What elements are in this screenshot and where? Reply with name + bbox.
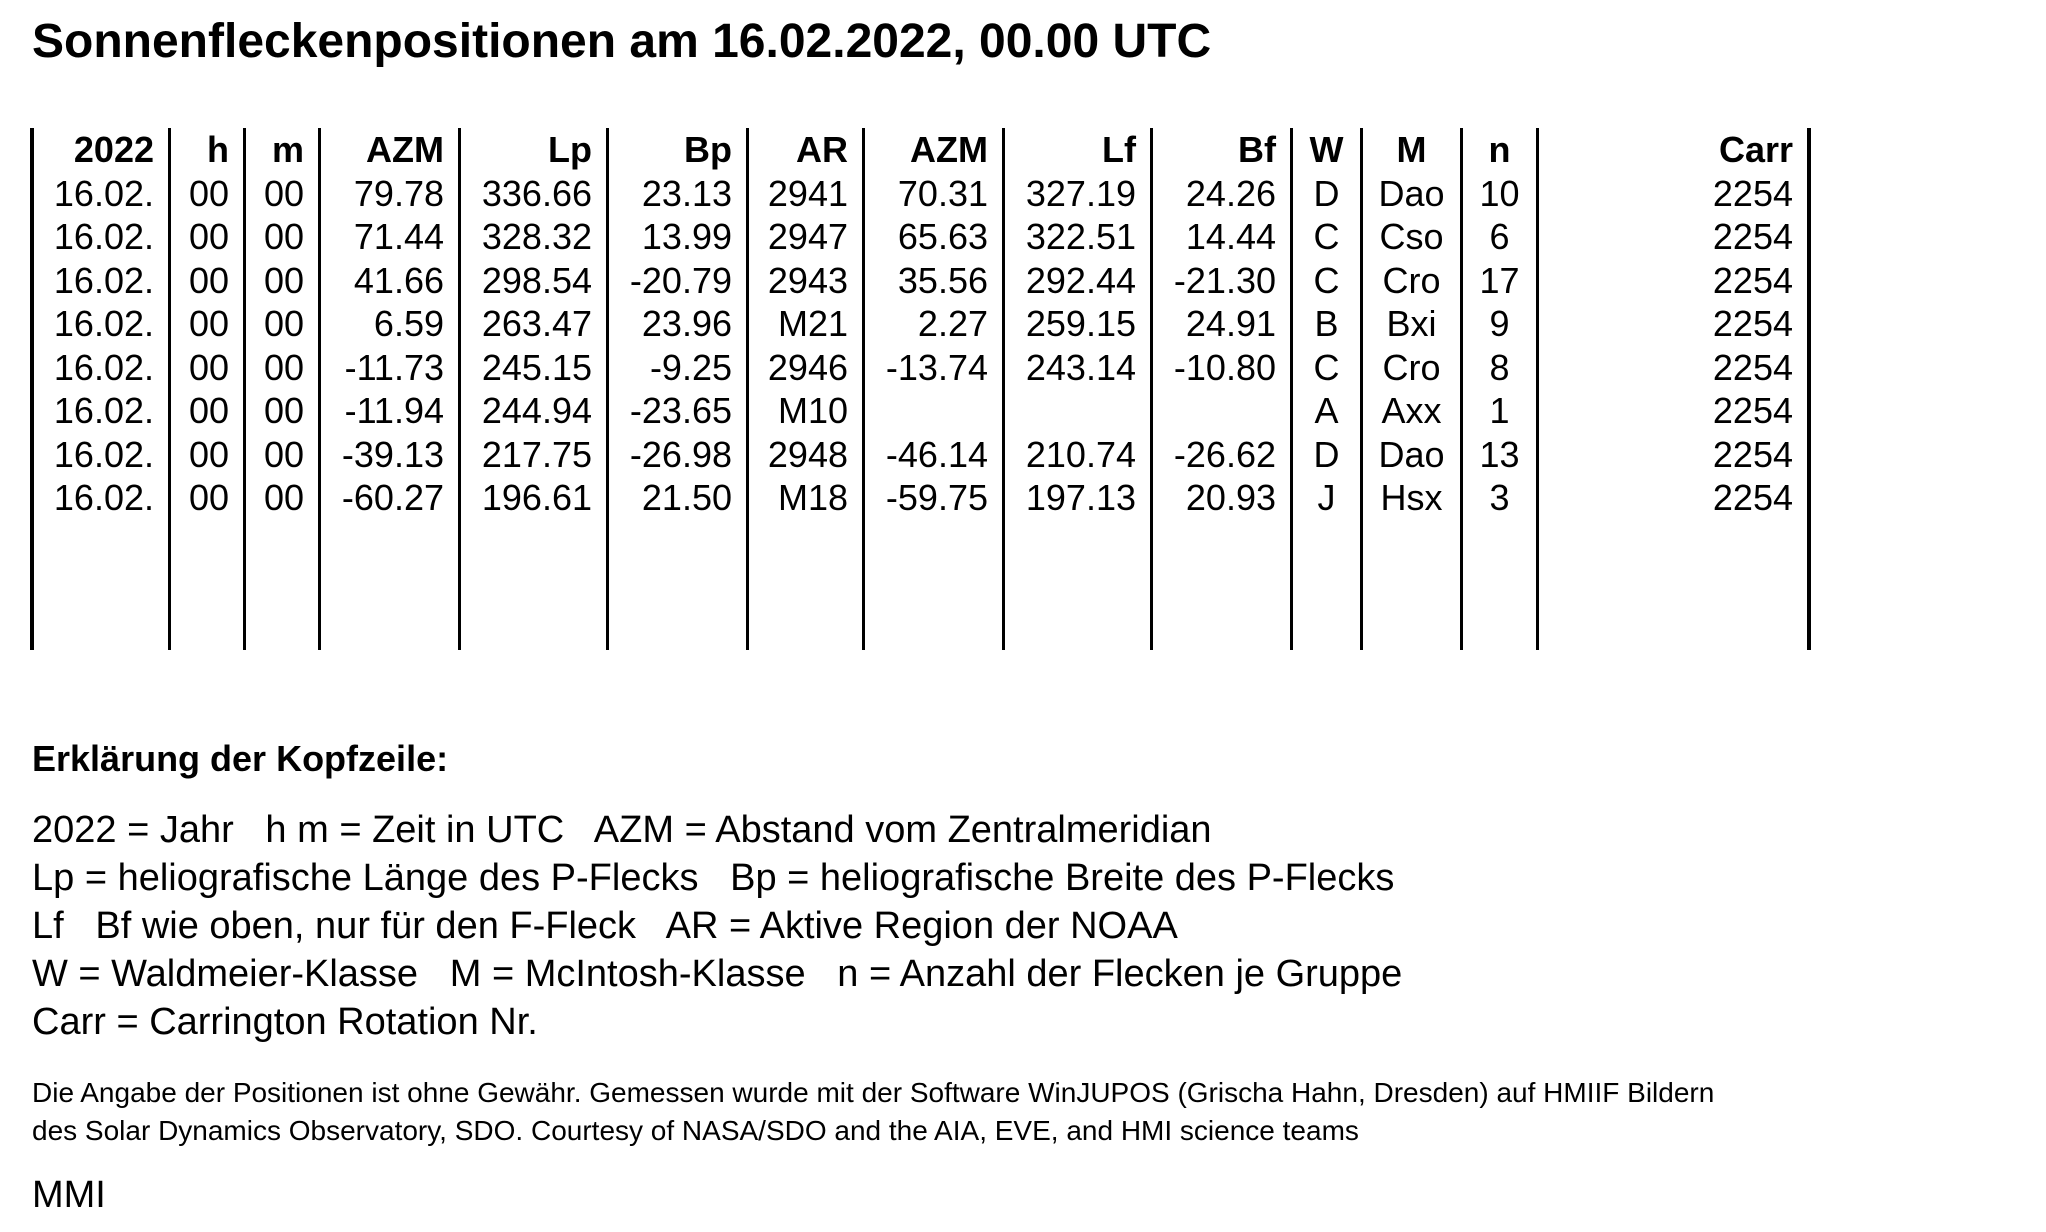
table-cell: M10	[777, 390, 848, 431]
table-cell: 298.54	[481, 259, 592, 301]
table-column-azm-p	[318, 128, 458, 650]
table-cell: -13.74	[885, 346, 988, 388]
table-cell: 00	[263, 172, 304, 214]
table-cell: -21.30	[1173, 259, 1276, 301]
table-header-cell: Carr	[1718, 129, 1793, 170]
disclaimer-line: des Solar Dynamics Observatory, SDO. Courtesy of NASA/SDO and the AIA, EVE, and HMI science teams	[32, 1115, 1359, 1146]
table-cell: 14.44	[1185, 216, 1276, 257]
table-column-count	[1460, 128, 1536, 650]
table-cell: 16.02.	[53, 259, 154, 301]
table-cell: 245.15	[481, 346, 592, 388]
table-cell: 2254	[1712, 259, 1793, 301]
table-cell: 259.15	[1025, 303, 1136, 344]
table-column-bp	[606, 128, 746, 650]
table-cell: 65.63	[897, 216, 988, 257]
table-cell: 336.66	[481, 172, 592, 214]
table-header-cell: n	[1488, 129, 1511, 170]
table-cell: 13.99	[641, 216, 732, 257]
table-cell: Axx	[1381, 390, 1442, 431]
table-cell: 10	[1479, 172, 1520, 214]
sunspot-table	[30, 128, 1811, 650]
table-cell: -23.65	[629, 390, 732, 431]
table-cell: 2254	[1712, 477, 1793, 518]
table-cell: D	[1313, 433, 1340, 475]
table-cell: 24.26	[1185, 172, 1276, 214]
table-cell: 16.02.	[53, 216, 154, 257]
table-column-azm-f	[862, 128, 1002, 650]
page-title: Sonnenfleckenpositionen am 16.02.2022, 00.00 UTC	[32, 15, 1212, 68]
table-cell: 3	[1489, 477, 1510, 518]
table-header-cell: AZM	[366, 129, 444, 170]
table-header-cell: W	[1309, 129, 1344, 170]
table-cell: 00	[188, 172, 229, 214]
table-cell: 327.19	[1025, 172, 1136, 214]
table-cell: M21	[777, 303, 848, 344]
table-cell: 2254	[1712, 172, 1793, 214]
table-cell: 6	[1489, 216, 1510, 257]
table-cell: 16.02.	[53, 303, 154, 344]
table-cell: 00	[188, 216, 229, 257]
table-cell: -46.14	[885, 433, 988, 475]
table-header-cell: m	[271, 129, 304, 170]
table-cell: 17	[1479, 259, 1520, 301]
table-cell: 2946	[767, 346, 848, 388]
table-cell: 263.47	[481, 303, 592, 344]
table-cell: 243.14	[1025, 346, 1136, 388]
table-cell: C	[1313, 216, 1340, 257]
table-cell: -11.73	[344, 346, 444, 388]
table-cell: 00	[188, 477, 229, 518]
table-cell: 41.66	[353, 259, 444, 301]
table-cell: 00	[188, 346, 229, 388]
table-cell: 21.50	[641, 477, 732, 518]
table-cell: B	[1314, 303, 1339, 344]
table-cell: 322.51	[1025, 216, 1136, 257]
table-column-hour	[168, 128, 243, 650]
table-cell: Bxi	[1386, 303, 1437, 344]
table-cell: -20.79	[629, 259, 732, 301]
table-cell: 2254	[1712, 433, 1793, 475]
table-cell: C	[1313, 259, 1340, 301]
table-cell: 8	[1489, 346, 1510, 388]
table-cell: 00	[263, 216, 304, 257]
table-cell: Dao	[1378, 172, 1445, 214]
table-cell: Cro	[1382, 259, 1441, 301]
table-cell: 16.02.	[53, 172, 154, 214]
table-cell: 23.96	[641, 303, 732, 344]
table-cell: 2254	[1712, 390, 1793, 431]
table-cell: -10.80	[1173, 346, 1276, 388]
table-cell: 00	[263, 303, 304, 344]
table-cell: 2947	[767, 216, 848, 257]
table-header-cell: Lf	[1102, 129, 1136, 170]
table-cell: 196.61	[481, 477, 592, 518]
table-column-year	[30, 128, 168, 650]
table-header-cell: AR	[796, 129, 848, 170]
table-cell	[865, 389, 1002, 433]
table-cell: 00	[263, 346, 304, 388]
table-cell: D	[1313, 172, 1340, 214]
table-cell: -39.13	[341, 433, 444, 475]
table-cell: 6.59	[373, 303, 444, 344]
table-cell: 16.02.	[53, 346, 154, 388]
explanation-line: Lp = heliografische Länge des P-Flecks Bp = heliografische Breite des P-Flecks	[32, 857, 1395, 899]
table-cell: -59.75	[885, 477, 988, 518]
table-cell: -26.98	[629, 433, 732, 475]
table-cell: 00	[188, 303, 229, 344]
table-cell: 16.02.	[53, 433, 154, 475]
table-column-minute	[243, 128, 318, 650]
table-cell: 2254	[1712, 303, 1793, 344]
table-cell	[1005, 389, 1150, 433]
table-cell: Cro	[1382, 346, 1441, 388]
table-header-cell: h	[207, 129, 229, 170]
table-cell: 70.31	[897, 172, 988, 214]
table-cell: C	[1313, 346, 1340, 388]
table-cell: 2.27	[917, 303, 988, 344]
table-cell: 2254	[1712, 346, 1793, 388]
table-cell: 35.56	[897, 259, 988, 301]
table-cell: Cso	[1379, 216, 1444, 257]
table-cell: M18	[777, 477, 848, 518]
table-cell: 00	[188, 259, 229, 301]
table-cell: 210.74	[1025, 433, 1136, 475]
table-cell: 00	[263, 259, 304, 301]
table-cell: 1	[1489, 390, 1510, 431]
table-cell: 79.78	[353, 172, 444, 214]
table-header-cell: AZM	[910, 129, 988, 170]
table-cell: 292.44	[1025, 259, 1136, 301]
table-cell: 2941	[767, 172, 848, 214]
table-header-cell: Lp	[548, 129, 592, 170]
table-cell: 00	[188, 433, 229, 475]
explanation-heading: Erklärung der Kopfzeile:	[32, 738, 449, 779]
table-cell: 2254	[1712, 216, 1793, 257]
table-cell: Hsx	[1380, 477, 1443, 518]
table-cell: 9	[1489, 303, 1510, 344]
table-column-lp	[458, 128, 606, 650]
explanation-line: W = Waldmeier-Klasse M = McIntosh-Klasse n = Anzahl der Flecken je Gruppe	[32, 953, 1403, 995]
table-cell	[1153, 389, 1290, 433]
disclaimer-line: Die Angabe der Positionen ist ohne Gewähr. Gemessen wurde mit der Software WinJUPOS (Grischa Hahn, Dresden) auf HMIIF Bildern	[32, 1077, 1715, 1108]
table-column-carrington	[1536, 128, 1811, 650]
table-cell: 23.13	[641, 172, 732, 214]
table-column-mcintosh	[1360, 128, 1460, 650]
table-cell: 2943	[767, 259, 848, 301]
table-header-cell: Bf	[1238, 129, 1276, 170]
table-cell: 00	[263, 477, 304, 518]
explanation-line: 2022 = Jahr h m = Zeit in UTC AZM = Abstand vom Zentralmeridian	[32, 809, 1212, 851]
table-cell: A	[1314, 390, 1339, 431]
table-cell: 00	[263, 433, 304, 475]
signature: MMI	[32, 1174, 106, 1216]
table-cell: 244.94	[481, 390, 592, 431]
table-column-ar	[746, 128, 862, 650]
table-cell: 13	[1479, 433, 1520, 475]
table-cell: 328.32	[481, 216, 592, 257]
table-cell: Dao	[1378, 433, 1445, 475]
table-cell: 197.13	[1025, 477, 1136, 518]
table-cell: 00	[263, 390, 304, 431]
table-cell: 24.91	[1185, 303, 1276, 344]
table-header-cell: Bp	[684, 129, 732, 170]
table-cell: J	[1317, 477, 1336, 518]
explanation-block	[32, 806, 1402, 1046]
table-cell: -11.94	[344, 390, 444, 431]
table-header-cell: 2022	[73, 129, 154, 170]
explanation-line: Lf Bf wie oben, nur für den F-Fleck AR = Aktive Region der NOAA	[32, 905, 1178, 947]
table-cell: 20.93	[1185, 477, 1276, 518]
table-cell: -9.25	[649, 346, 732, 388]
table-cell: 2948	[767, 433, 848, 475]
table-cell: 00	[188, 390, 229, 431]
table-header-cell: M	[1396, 129, 1427, 170]
table-cell: 71.44	[353, 216, 444, 257]
disclaimer	[32, 1074, 2042, 1150]
table-cell: 217.75	[481, 433, 592, 475]
table-column-lf	[1002, 128, 1150, 650]
table-cell: -60.27	[341, 477, 444, 518]
table-cell: 16.02.	[53, 477, 154, 518]
table-column-waldmeier	[1290, 128, 1360, 650]
table-cell: -26.62	[1173, 433, 1276, 475]
table-column-bf	[1150, 128, 1290, 650]
explanation-line: Carr = Carrington Rotation Nr.	[32, 1001, 538, 1043]
table-cell: 16.02.	[53, 390, 154, 431]
